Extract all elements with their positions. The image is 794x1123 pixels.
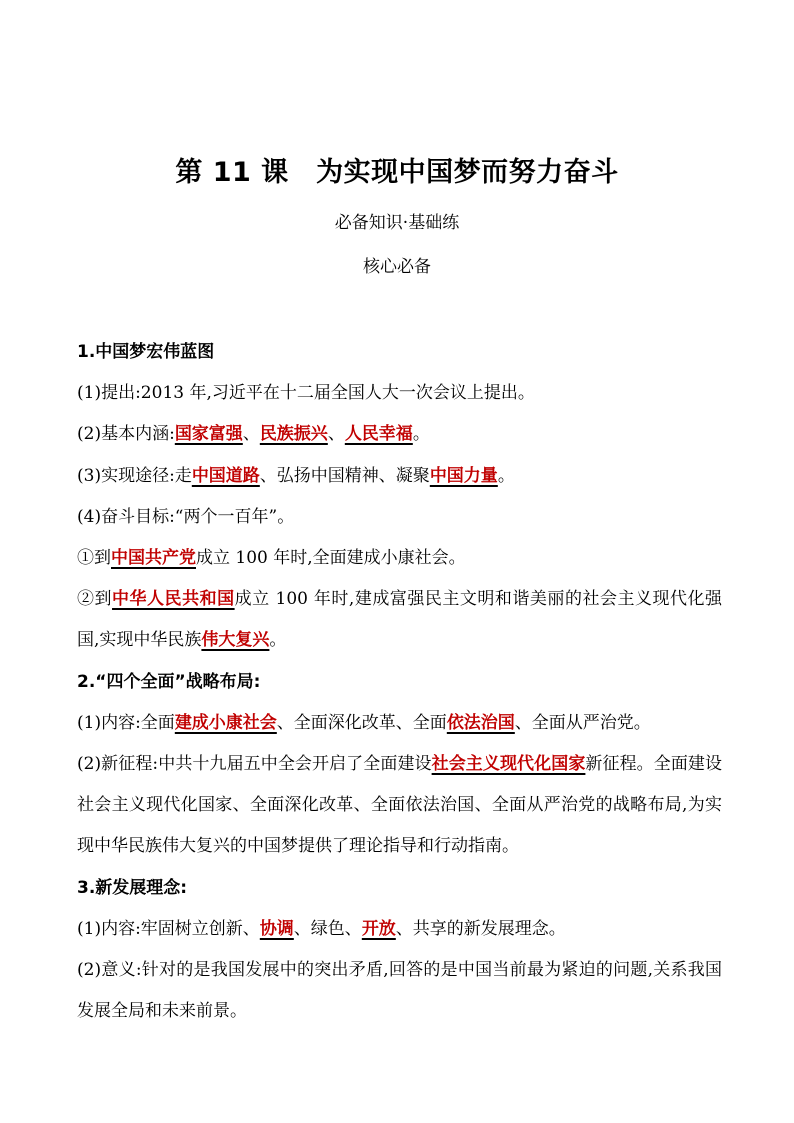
answer-blank: 建成小康社会 — [174, 712, 277, 733]
answer-blank: 人民幸福 — [344, 424, 413, 445]
answer-blank: 中国共产党 — [111, 547, 196, 568]
text: 、 — [242, 424, 260, 445]
text: (3)实现途径:走 — [77, 465, 192, 486]
section-3-heading: 3.新发展理念: — [77, 877, 188, 898]
subtitle: 必备知识·基础练 — [334, 213, 460, 233]
text: ①到 — [77, 547, 111, 568]
text: 。 — [412, 424, 430, 445]
text: (1)内容:全面 — [77, 712, 175, 733]
content-body — [77, 332, 722, 1032]
text: 。 — [269, 630, 287, 651]
text: ②到 — [77, 589, 113, 610]
s3-item-content — [77, 909, 722, 950]
answer-blank: 开放 — [361, 918, 396, 939]
text: 。 — [497, 465, 515, 486]
text: 、弘扬中国精神、凝聚 — [259, 465, 430, 486]
s1-item-goal-2 — [77, 579, 722, 661]
answer-blank: 伟大复兴 — [201, 630, 270, 651]
answer-blank: 中华人民共和国 — [112, 589, 235, 610]
answer-blank: 国家富强 — [174, 424, 243, 445]
lesson-title: 第 11 课 为实现中国梦而努力奋斗 — [175, 157, 619, 188]
text: (2)新征程:中共十九届五中全会开启了全面建设 — [77, 753, 432, 774]
answer-blank: 中国道路 — [191, 465, 260, 486]
text: 、绿色、 — [293, 918, 362, 939]
text: 新征程。全面建设社会主义现代化国家、全面深化改革、全面依法治国、全面从严治党的战略布局,为实现中华民族伟大复兴的中国梦提供了理论指导和行动指南。 — [77, 753, 723, 857]
text: (1)内容:牢固树立创新、 — [77, 918, 260, 939]
s1-item-goal: (4)奋斗目标:“两个一百年”。 — [77, 506, 295, 527]
answer-blank: 社会主义现代化国家 — [431, 753, 586, 774]
text: 成立 100 年时,全面建成小康社会。 — [196, 547, 466, 568]
answer-blank: 依法治国 — [446, 712, 515, 733]
s1-item-connotation — [77, 414, 722, 455]
section-1-heading: 1.中国梦宏伟蓝图 — [77, 342, 215, 362]
section-2-heading: 2.“四个全面”战略布局: — [77, 671, 261, 692]
answer-blank: 协调 — [259, 918, 294, 939]
s1-item-proposal: (1)提出:2013 年,习近平在十二届全国人大一次会议上提出。 — [77, 383, 535, 404]
text: (2)基本内涵: — [77, 424, 175, 445]
s1-item-path — [77, 456, 722, 497]
text: 、全面深化改革、全面 — [276, 712, 447, 733]
text: 、共享的新发展理念。 — [395, 918, 566, 939]
s2-item-new-journey — [77, 744, 722, 868]
answer-blank: 民族振兴 — [259, 424, 328, 445]
text: 、 — [327, 424, 345, 445]
text: 成立 100 年时,建成富强民主文明和谐美丽的社会主义现代化强国,实现中华民族 — [77, 589, 723, 651]
text: 、全面从严治党。 — [514, 712, 651, 733]
s2-item-content — [77, 703, 722, 744]
s1-item-goal-1 — [77, 538, 722, 579]
answer-blank: 中国力量 — [429, 465, 498, 486]
s3-item-significance: (2)意义:针对的是我国发展中的突出矛盾,回答的是中国当前最为紧迫的问题,关系我国发展全局和未来前景。 — [77, 959, 722, 1022]
section-label: 核心必备 — [363, 257, 431, 277]
